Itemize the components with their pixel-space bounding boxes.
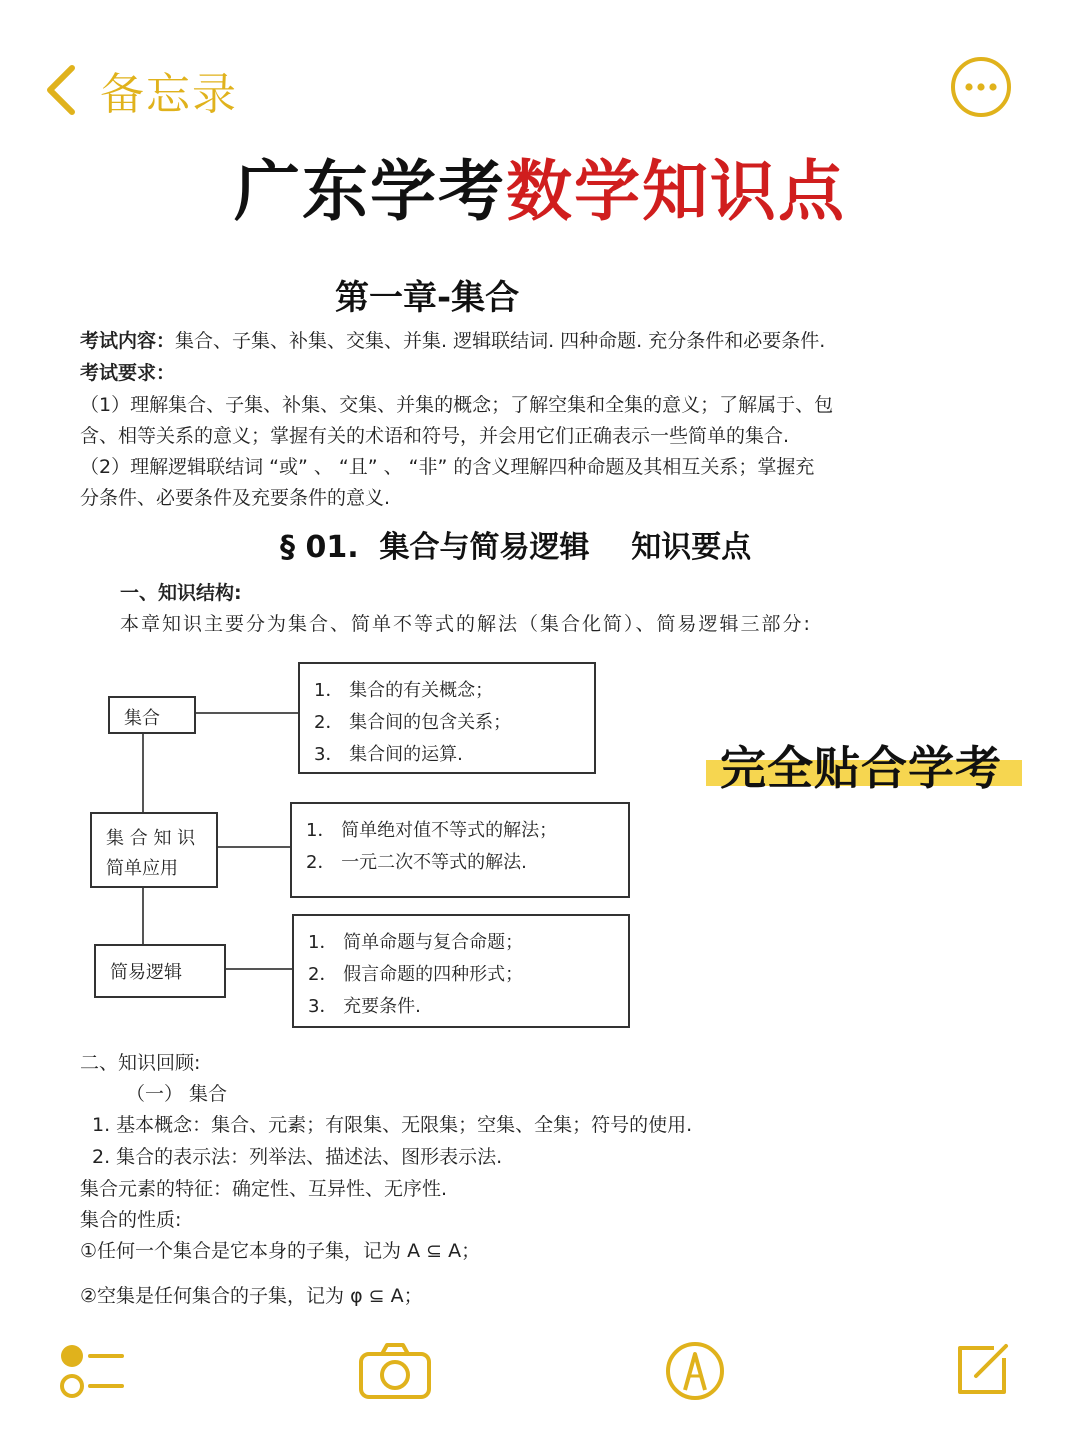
review-item-1: 1. 基本概念：集合、元素；有限集、无限集；空集、全集；符号的使用. <box>92 1114 693 1136</box>
list-box-3: 1． 简单命题与复合命题； 2． 假言命题的四种形式； 3． 充要条件. <box>292 914 630 1028</box>
property-2: ②空集是任何集合的子集，记为 φ ⊆ A； <box>80 1285 423 1307</box>
exam-content-line <box>80 328 825 354</box>
connector-3 <box>224 968 292 970</box>
checklist-icon <box>58 1342 126 1402</box>
property-1: ①任何一个集合是它本身的子集，记为 A ⊆ A； <box>80 1240 481 1262</box>
connector-2 <box>214 846 290 848</box>
list-box-1: 1． 集合的有关概念； 2． 集合间的包含关系； 3． 集合间的运算. <box>298 662 596 774</box>
top-nav-bar <box>0 0 1080 140</box>
structure-intro: 本章知识主要分为集合、简单不等式的解法（集合化简）、简易逻辑三部分: <box>120 613 812 635</box>
exam-content-label: 考试内容： <box>80 330 176 352</box>
req1-line1: （1）理解集合、子集、补集、交集、并集的概念；了解空集和全集的意义；了解属于、包 <box>80 394 834 416</box>
camera-icon <box>358 1342 432 1400</box>
review-heading: 二、知识回顾: <box>80 1052 201 1074</box>
connector-1 <box>192 712 298 714</box>
node-simple-logic: 简易逻辑 <box>94 944 226 998</box>
review-item-2: 2. 集合的表示法：列举法、描述法、图形表示法. <box>92 1146 503 1168</box>
compose-button[interactable] <box>954 1340 1012 1402</box>
more-icon <box>950 56 1012 118</box>
node-set-application: 集 合 知 识 简单应用 <box>90 812 218 888</box>
chevron-left-icon <box>40 62 80 118</box>
back-button[interactable] <box>40 58 238 122</box>
headline-black-part: 广东学考 <box>234 153 506 230</box>
structure-heading: 一、知识结构: <box>120 582 242 604</box>
promo-banner <box>706 730 1022 795</box>
compose-icon <box>954 1340 1012 1398</box>
promo-text: 完全贴合学考 <box>720 741 1002 795</box>
markup-pen-icon <box>664 1340 726 1402</box>
headline-red-part: 数学知识点 <box>506 153 846 230</box>
connector-vertical-bottom <box>142 885 144 945</box>
markup-button[interactable] <box>664 1340 726 1406</box>
more-button[interactable] <box>950 56 1012 118</box>
req1-line2: 含、相等关系的意义；掌握有关的术语和符号，并会用它们正确表示一些简单的集合. <box>80 425 790 447</box>
req2-line1: （2）理解逻辑联结词 “或” 、 “且” 、 “非” 的含义理解四种命题及其相互关系；掌握充 <box>80 456 815 478</box>
exam-req-label: 考试要求： <box>80 362 176 384</box>
bottom-toolbar <box>0 1330 1080 1443</box>
list-box-2: 1． 简单绝对值不等式的解法； 2． 一元二次不等式的解法. <box>290 802 630 898</box>
checklist-button[interactable] <box>58 1342 126 1406</box>
back-label[interactable]: 备忘录 <box>100 69 238 120</box>
chapter-title: 第一章-集合 <box>335 278 520 318</box>
camera-button[interactable] <box>358 1342 432 1404</box>
set-features: 集合元素的特征：确定性、互异性、无序性. <box>80 1178 448 1200</box>
properties-heading: 集合的性质: <box>80 1209 182 1231</box>
req2-line2: 分条件、必要条件及充要条件的意义. <box>80 487 391 509</box>
exam-content-text: 集合、子集、补集、交集、并集. 逻辑联结词. 四种命题. 充分条件和必要条件. <box>175 330 826 352</box>
note-headline <box>0 138 1080 233</box>
node-set: 集合 <box>108 696 196 734</box>
review-sub: （一） 集合 <box>126 1083 228 1105</box>
section-title: § 01. 集合与简易逻辑 知识要点 <box>280 530 752 565</box>
